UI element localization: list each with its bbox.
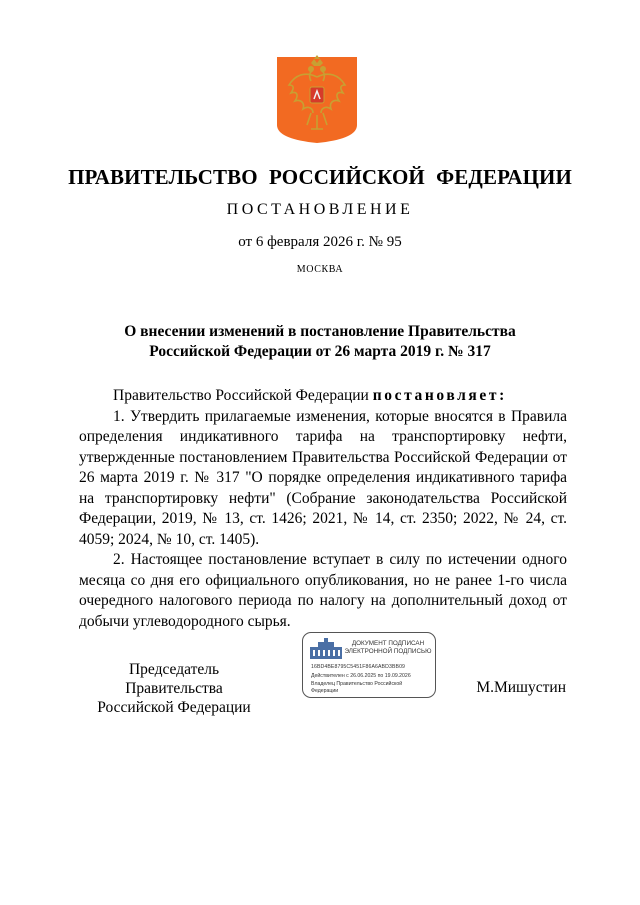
signatory-position-line-1: Председатель Правительства [125, 661, 223, 697]
government-building-icon [309, 638, 343, 660]
stamp-title [343, 640, 433, 656]
city: МОСКВА [296, 264, 344, 275]
document-body [79, 386, 567, 632]
stamp-title-line-1: ДОКУМЕНТ ПОДПИСАН [351, 640, 425, 647]
decree-item-1: 1. Утвердить прилагаемые изменения, которые вносятся в Правила определения индикативного тарифа на транспортировку нефти, утвержденные постановлением Правительства Российской Федерации от 26 марта 2019 г. № 317 "О порядке определения индикативного тарифа на транспортировку нефти" (Собрание законодательства Российской Федерации, 2019, № 13, ст. 1426; 2021, № 14, ст. 2350; 2022, № 24, ст. 4059; 2024, № 10, ст. 1405). [79, 407, 567, 548]
decree-item-2: 2. Настоящее постановление вступает в силу по истечении одного месяца со дня его официального опубликования, но не ранее 1-го числа очередного налогового периода по налогу на дополнительный доход от добычи углеводородного сырья. [79, 551, 567, 630]
document-type: ПОСТАНОВЛЕНИЕ [226, 201, 414, 218]
decree-word: постановляет: [372, 387, 507, 404]
stamp-certificate-serial: 16BD4BE8795C5451F86A6ABD3BB09 [311, 664, 406, 670]
stamp-owner: Владелец Правительство Российской Федерации [311, 681, 403, 694]
signatory-position [79, 660, 269, 717]
stamp-validity: Действителен с 26.06.2025 по 19.09.2026 [311, 673, 411, 679]
subject-line-1: О внесении изменений в постановление Правительства [124, 323, 516, 340]
government-title: ПРАВИТЕЛЬСТВО РОССИЙСКОЙ ФЕДЕРАЦИИ [68, 165, 572, 189]
decree-intro-prefix: Правительство Российской Федерации [113, 387, 373, 404]
document-subject [0, 322, 640, 362]
subject-line-2: Российской Федерации от 26 марта 2019 г. № 317 [149, 343, 491, 360]
electronic-signature-stamp [302, 632, 436, 698]
signatory-position-line-2: Российской Федерации [97, 699, 251, 716]
stamp-title-line-2: ЭЛЕКТРОННОЙ ПОДПИСЬЮ [344, 648, 432, 655]
decree-intro [79, 386, 567, 407]
document-date-number: от 6 февраля 2026 г. № 95 [238, 234, 402, 250]
russian-coat-of-arms-icon [275, 55, 359, 145]
signatory-name: М.Мишустин [476, 679, 566, 696]
